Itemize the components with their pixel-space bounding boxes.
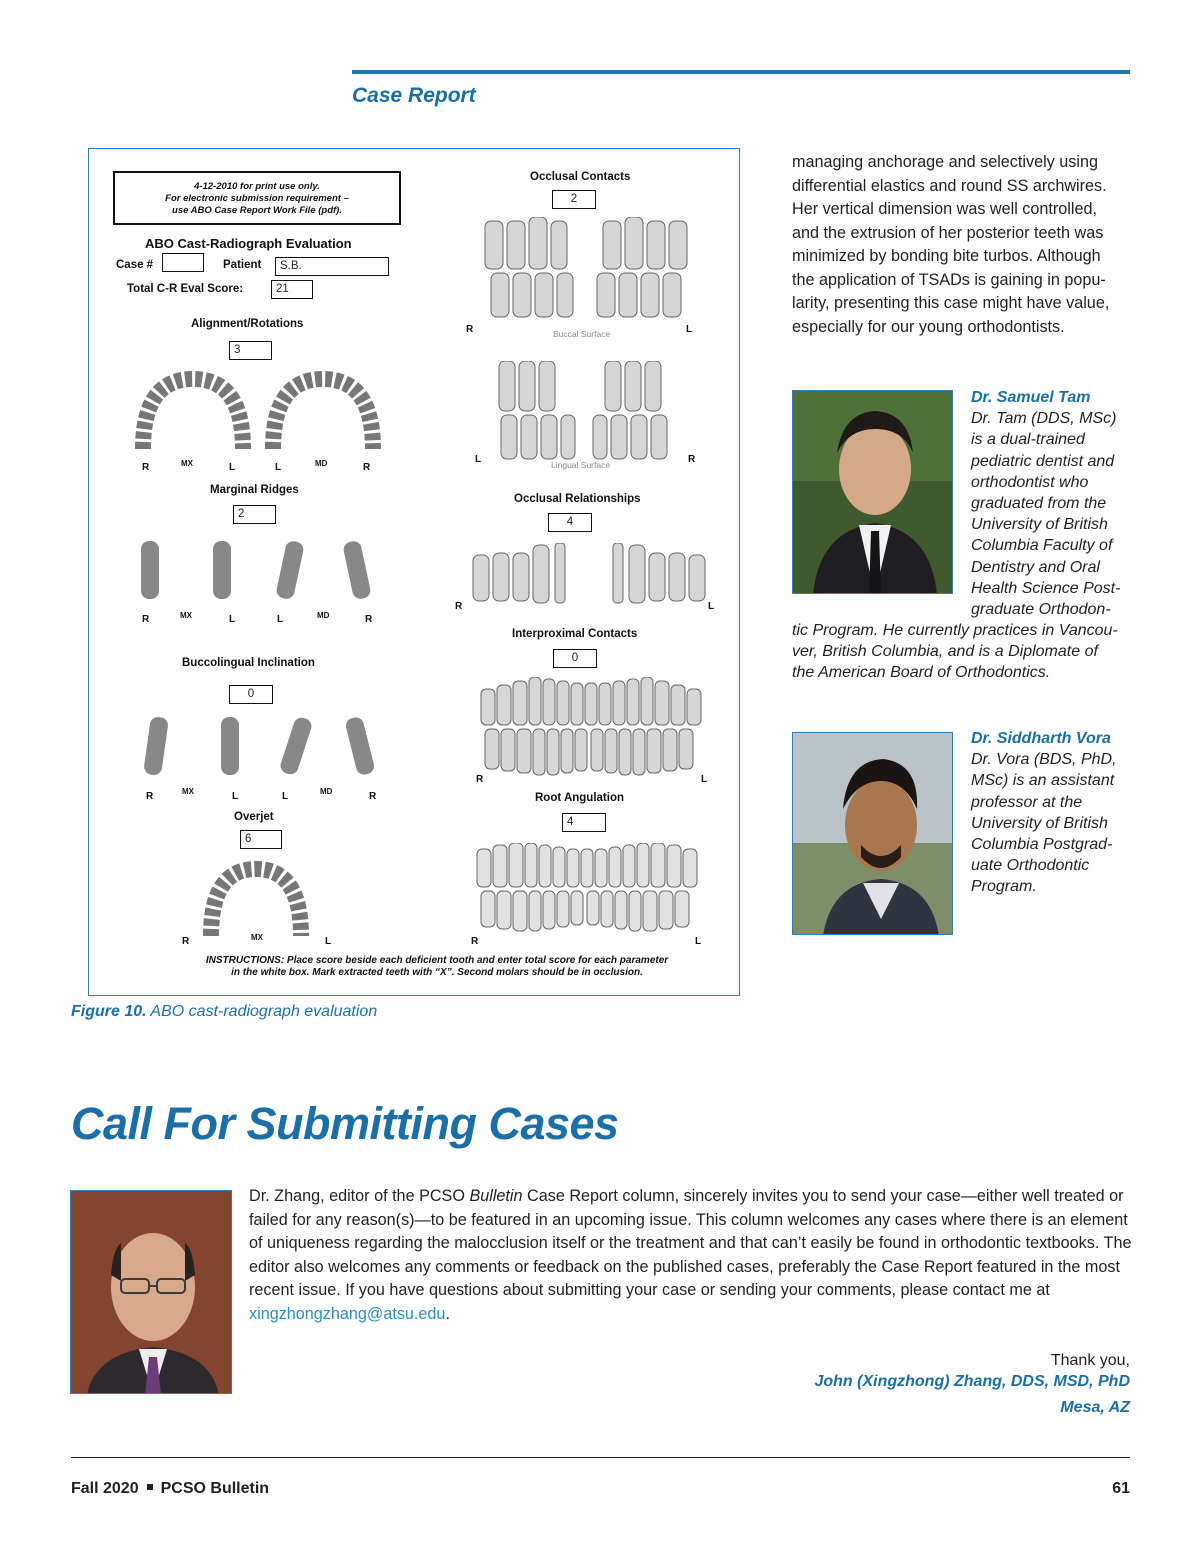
page-number: 61 (1112, 1480, 1130, 1497)
label-md: MD (317, 611, 330, 620)
email-link[interactable]: xingzhongzhang@atsu.edu (249, 1304, 446, 1323)
label-l: L (695, 936, 702, 947)
occlusal-relationships-score[interactable]: 4 (548, 513, 592, 532)
root-angulation-score[interactable]: 4 (562, 813, 606, 832)
intro-line: the application of TSADs is gaining in popu- (792, 270, 1106, 289)
label-md: MD (320, 787, 333, 796)
label-l: L (701, 774, 708, 785)
bio-line: is a dual-trained (971, 431, 1085, 449)
label-r: R (369, 791, 377, 802)
caption-prefix: Figure 10. (71, 1003, 147, 1020)
bio-line: Dentistry and Oral (971, 558, 1100, 576)
bio-line: Columbia Postgrad- (971, 836, 1113, 854)
buccal-surface-label: Buccal Surface (553, 329, 611, 339)
marginal-ridges-score[interactable]: 2 (233, 505, 276, 524)
caption-text: ABO cast-radiograph evaluation (146, 1003, 378, 1020)
instructions (147, 955, 727, 979)
label-r: R (455, 601, 463, 612)
bio-line: Dr. Tam (DDS, MSc) (971, 410, 1117, 428)
label-l: L (275, 462, 282, 473)
patient-label: Patient (223, 259, 262, 271)
teeth-drawing-marginal (133, 539, 383, 604)
teeth-drawing-buccal (481, 217, 711, 327)
teeth-drawing-interproximal (479, 677, 709, 777)
bio-line: ver, British Columbia, and is a Diplomate of (792, 643, 1098, 661)
intro-line: differential elastics and round SS archwires. (792, 176, 1107, 195)
label-l: L (325, 936, 332, 947)
bio-line: University of British (971, 814, 1108, 832)
bio-line: graduate Orthodon- (971, 601, 1111, 619)
bullet-square-icon (147, 1484, 153, 1490)
label-l: L (475, 454, 482, 465)
section-label: Case Report (352, 84, 476, 107)
bio-line: professor at the (971, 793, 1083, 811)
intro-paragraph (792, 151, 1132, 339)
label-mx: MX (181, 459, 193, 468)
label-l: L (232, 791, 239, 802)
instructions-line: in the white box. Mark extracted teeth with “X”. Second molars should be in occlusion. (231, 967, 643, 978)
label-l: L (229, 614, 236, 625)
total-score-field[interactable]: 21 (271, 280, 313, 299)
alignment-label: Alignment/Rotations (191, 318, 304, 330)
bio-line: Health Science Post- (971, 579, 1121, 597)
instructions-line: INSTRUCTIONS: Place score beside each deficient tooth and enter total score for each parameter (205, 955, 669, 966)
arch-drawing-overjet (201, 861, 311, 941)
bio-name-tam: Dr. Samuel Tam (971, 389, 1091, 406)
call-for-cases-body (249, 1185, 1133, 1327)
marginal-ridges-label: Marginal Ridges (210, 484, 299, 496)
interproximal-label: Interproximal Contacts (512, 628, 638, 640)
figure-caption (71, 1003, 377, 1021)
label-r: R (182, 936, 190, 947)
label-r: R (142, 614, 150, 625)
call-text-italic: Bulletin (469, 1187, 523, 1205)
bio-line: uate Orthodontic (971, 857, 1090, 875)
intro-line: especially for our young orthodontists. (792, 317, 1065, 336)
teeth-drawing-roots (475, 843, 705, 933)
bio-line: pediatric dentist and (971, 452, 1115, 470)
interproximal-score[interactable]: 0 (553, 649, 597, 668)
label-mx: MX (251, 933, 263, 942)
form-title: ABO Cast-Radiograph Evaluation (145, 236, 352, 251)
label-l: L (277, 614, 284, 625)
case-label: Case # (116, 259, 154, 271)
intro-line: minimized by bonding bite turbos. Although (792, 247, 1101, 265)
root-angulation-label: Root Angulation (535, 792, 624, 804)
intro-line: managing anchorage and selectively using (792, 153, 1098, 171)
signer-location: Mesa, AZ (1060, 1399, 1130, 1416)
overjet-score[interactable]: 6 (240, 830, 282, 849)
label-l: L (229, 462, 236, 473)
label-mx: MX (180, 611, 192, 620)
portrait-icon (71, 1191, 232, 1394)
teeth-drawing-relationships (469, 543, 709, 605)
overjet-label: Overjet (234, 811, 274, 823)
label-r: R (363, 462, 371, 473)
call-text: Dr. Zhang, editor of the PCSO (249, 1187, 470, 1205)
top-rule (352, 70, 1130, 74)
signer-name: John (Xingzhong) Zhang, DDS, MSD, PhD (814, 1373, 1130, 1390)
bottom-rule (71, 1457, 1130, 1458)
bio-line: the American Board of Orthodontics. (792, 664, 1051, 682)
label-l: L (686, 324, 693, 335)
patient-field[interactable]: S.B. (275, 257, 389, 276)
abo-evaluation-figure (88, 148, 740, 996)
print-notice (113, 171, 401, 225)
lingual-surface-label: Lingual Surface (551, 460, 611, 470)
teeth-drawing-buccolingual (139, 715, 389, 780)
label-r: R (142, 462, 150, 473)
label-r: R (471, 936, 479, 947)
label-r: R (365, 614, 373, 625)
bio-line: MSc) is an assistant (971, 772, 1115, 790)
footer-issue (71, 1480, 269, 1498)
bio-tam-side (971, 387, 1136, 620)
label-md: MD (315, 459, 328, 468)
bio-line: Dr. Vora (BDS, PhD, (971, 751, 1117, 769)
thanks-text: Thank you, (1050, 1352, 1130, 1369)
intro-line: and the extrusion of her posterior teeth was (792, 223, 1104, 242)
photo-john-zhang (70, 1190, 232, 1394)
footer-publication: PCSO Bulletin (160, 1480, 270, 1497)
label-r: R (146, 791, 154, 802)
photo-samuel-tam (792, 390, 953, 594)
occlusal-contacts-label: Occlusal Contacts (530, 171, 631, 183)
bio-line: University of British (971, 516, 1108, 534)
call-for-cases-title: Call For Submitting Cases (71, 1098, 619, 1149)
notice-line: For electronic submission requirement – (165, 193, 349, 204)
notice-line: use ABO Case Report Work File (pdf). (172, 205, 342, 216)
total-score-label: Total C-R Eval Score: (127, 283, 244, 295)
notice-line: 4-12-2010 for print use only. (194, 181, 320, 192)
label-r: R (476, 774, 484, 785)
label-r: R (466, 324, 474, 335)
case-number-field[interactable] (162, 253, 204, 272)
bio-line: Program. (971, 878, 1037, 896)
label-l: L (282, 791, 289, 802)
intro-line: larity, presenting this case might have value, (792, 294, 1110, 312)
bio-name-vora: Dr. Siddharth Vora (971, 730, 1111, 747)
portrait-icon (793, 733, 953, 935)
call-text: Case Report column, sincerely invites you to send your case—either well treated or failed for any reason(s)—to be featured in an upcoming issue. This column welcomes any cases where there is an element of uniqueness regarding the malocclusion itself or the treatment and that can’t easily be found in orthodontic textbooks. The editor also welcomes any comments or feedback on the published cases, preferably the Case Report featured in the most recent issue. If you have questions about submitting your case or sending your comments, please contact me at (249, 1187, 1132, 1300)
alignment-score[interactable]: 3 (229, 341, 272, 360)
teeth-drawing-lingual (497, 361, 677, 461)
label-mx: MX (182, 787, 194, 796)
photo-siddharth-vora (792, 732, 953, 935)
bio-line: graduated from the (971, 495, 1107, 513)
bio-line: tic Program. He currently practices in Vancou- (792, 622, 1118, 639)
bio-vora (971, 728, 1136, 898)
bio-tam-full (792, 620, 1137, 684)
label-r: R (688, 454, 696, 465)
call-text: . (445, 1304, 450, 1323)
portrait-icon (793, 391, 953, 594)
footer-issue-text: Fall 2020 (71, 1480, 139, 1497)
buccolingual-score[interactable]: 0 (229, 685, 273, 704)
occlusal-contacts-score[interactable]: 2 (552, 190, 596, 209)
bio-line: orthodontist who (971, 473, 1089, 491)
occlusal-relationships-label: Occlusal Relationships (514, 493, 641, 505)
label-l: L (708, 601, 715, 612)
buccolingual-label: Buccolingual Inclination (182, 657, 315, 669)
bio-line: Columbia Faculty of (971, 537, 1113, 555)
intro-line: Her vertical dimension was well controlled, (792, 200, 1097, 218)
arch-drawing-alignment (133, 371, 383, 461)
